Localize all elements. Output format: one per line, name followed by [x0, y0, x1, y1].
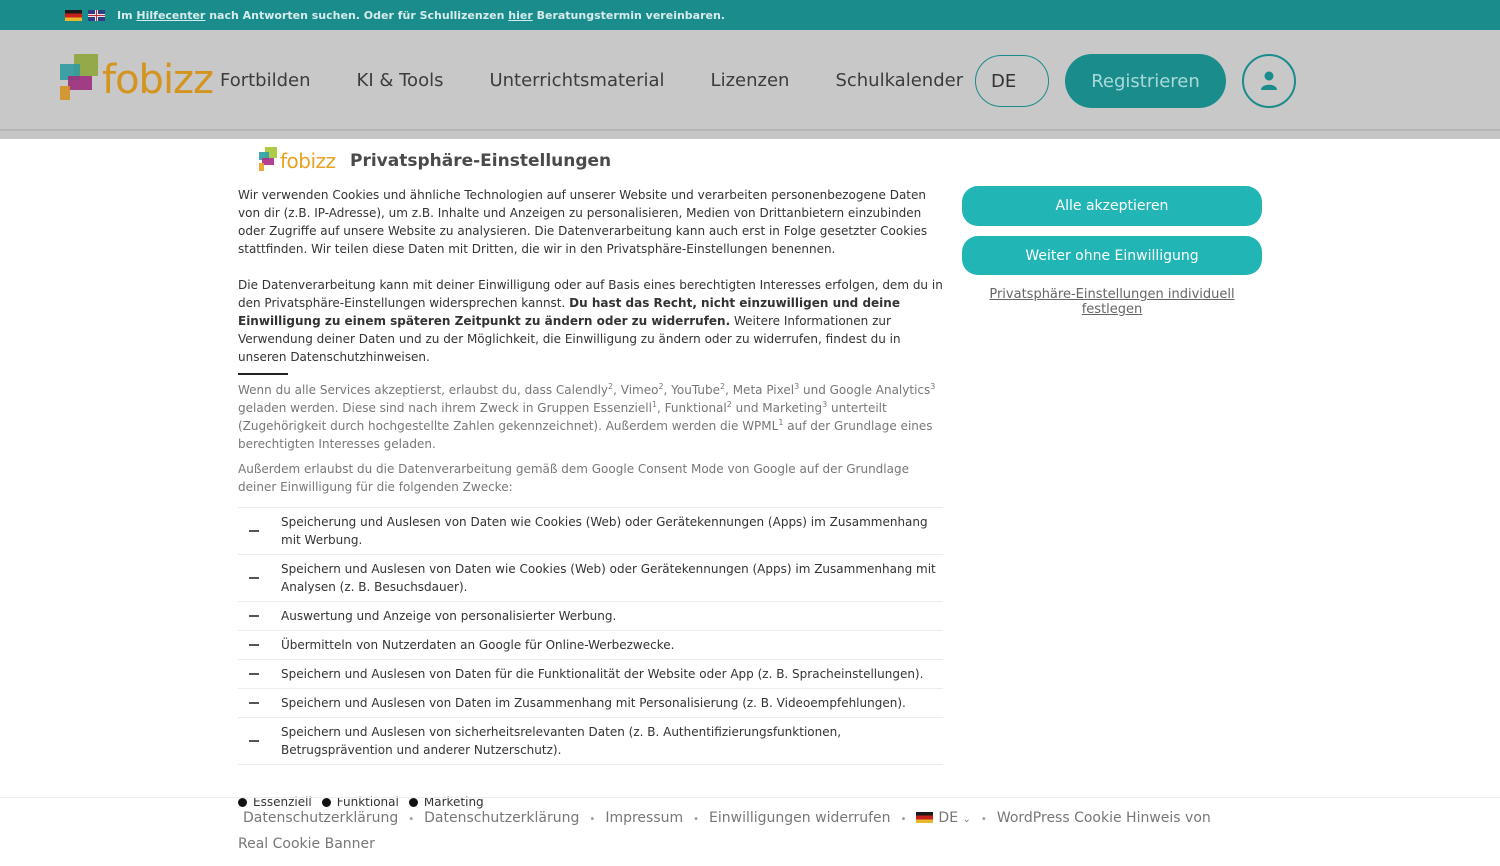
header-divider — [0, 131, 1500, 139]
consent-mode-text: Außerdem erlaubst du die Datenverarbeitung gemäß dem Google Consent Mode von Google auf der Grundlage deiner Einwilligung für die folgenden Zwecke: — [238, 462, 909, 494]
dialog-header — [258, 147, 611, 175]
footer-link-privacy[interactable]: Datenschutzerklärung — [243, 810, 399, 826]
dialog-title: Privatsphäre-Einstellungen — [350, 151, 612, 171]
services-text: Wenn du alle Services akzeptierst, erlaubst du, dass Calendly$^2$, Vimeo$^2$, YouTube$^2$, Meta Pixel$^3$ und Google Analytics$^3$ geladen werden. Diese sind nach ihrem Zweck in Gruppen Essenziell$^1$, Funktional$^2$ und Marketing$^3$ unterteilt (Zugehörigkeit durch hochgestellte Zahlen gekennzeichnet). Außerdem werden die WPML$^1$ auf der Grundlage eines berechtigten Interesses geladen. — [238, 382, 936, 451]
dash-icon — [249, 702, 259, 704]
purpose-list — [238, 507, 943, 765]
accept-all-button[interactable]: Alle akzeptieren — [962, 186, 1262, 226]
nav-lizenzen[interactable]: Lizenzen — [710, 70, 790, 91]
bullet-separator: • — [900, 814, 907, 825]
nav-ki-tools[interactable]: KI & Tools — [356, 70, 444, 91]
legal-text — [238, 276, 943, 366]
logo-square-orange — [60, 86, 70, 100]
dash-icon — [249, 644, 259, 646]
bullet-separator: • — [589, 814, 596, 825]
nav-unterrichtsmaterial[interactable]: Unterrichtsmaterial — [489, 70, 665, 91]
uk-flag-icon[interactable] — [88, 10, 105, 21]
legal-text-post: Weitere Informationen zur Verwendung deiner Daten und zu der Möglichkeit, die Einwilligung zu ändern oder zu widerrufen, findest du in unseren Datenschutzhinweisen. — [238, 314, 901, 364]
here-link[interactable]: hier — [508, 8, 533, 22]
german-flag-icon[interactable] — [65, 10, 82, 21]
chevron-down-icon: ⌄ — [962, 814, 971, 825]
helpcenter-link[interactable]: Hilfecenter — [136, 8, 206, 22]
info-message — [117, 9, 725, 22]
intro-text: Wir verwenden Cookies und ähnliche Technologien auf unserer Website und verarbeiten personenbezogene Daten von dir (z.B. IP-Adresse), um z.B. Inhalte und Anzeigen zu personalisieren, Medien von Drittanbietern einzubinden oder Zugriffe auf unsere Website zu analysieren. Die Datenverarbeitung kann auch erst in Folge gesetzter Cookies stattfinden. Wir teilen diese Daten mit Dritten, die wir in den Privatsphäre-Einstellungen benennen. — [238, 188, 928, 256]
group-marketing: Marketing — [409, 793, 484, 811]
register-button[interactable]: Registrieren — [1065, 54, 1226, 108]
dash-icon — [249, 577, 259, 579]
german-flag-icon — [916, 812, 933, 823]
purpose-item: Speichern und Auslesen von sicherheitsrelevanten Daten (z. B. Authentifizierungsfunktionen, Betrugsprävention und anderer Nutzerschutz). — [238, 718, 943, 765]
footer-credit-link[interactable]: WordPress Cookie Hinweis von Real Cookie Banner — [238, 810, 1211, 852]
dialog-body — [238, 186, 943, 811]
user-icon — [1258, 70, 1280, 92]
logo-wordmark: fobizz — [280, 149, 336, 173]
dialog-logo — [258, 147, 336, 175]
footer-link-imprint[interactable]: Impressum — [605, 810, 684, 826]
group-essenziell: Essenziell — [238, 793, 312, 811]
logo-square-orange — [259, 163, 264, 171]
site-header — [0, 30, 1500, 131]
nav-schulkalender[interactable]: Schulkalender — [835, 70, 964, 91]
logo-square-purple — [68, 76, 92, 90]
footer-link-privacy-2[interactable]: Datenschutzerklärung — [424, 810, 580, 826]
dash-icon — [249, 740, 259, 742]
consent-actions — [962, 186, 1262, 317]
bullet-separator: • — [408, 814, 415, 825]
purpose-item: Speichern und Auslesen von Daten im Zusammenhang mit Personalisierung (z. B. Videoempfehlungen). — [238, 689, 943, 718]
purpose-item: Speicherung und Auslesen von Daten wie Cookies (Web) oder Gerätekennungen (Apps) im Zusammenhang mit Werbung. — [238, 508, 943, 555]
purpose-item: Speichern und Auslesen von Daten für die Funktionalität der Website oder App (z. B. Spracheinstellungen). — [238, 660, 943, 689]
info-text: Im — [117, 8, 133, 22]
services-section — [238, 381, 943, 496]
group-funktional: Funktional — [322, 793, 399, 811]
section-divider — [238, 373, 288, 375]
dialog-footer — [0, 797, 1500, 857]
user-account-button[interactable] — [1242, 54, 1296, 108]
purpose-item: Übermitteln von Nutzerdaten an Google für Online-Werbezwecke. — [238, 631, 943, 660]
legal-text-pre: Die Datenverarbeitung kann mit deiner Einwilligung oder auf Basis eines berechtigten Interesses erfolgen, dem du in den Privatsphäre-Einstellungen widersprechen kannst. — [238, 278, 943, 310]
bullet-separator: • — [980, 814, 987, 825]
info-bar — [0, 0, 1500, 30]
legal-text-bold: Du hast das Recht, nicht einzuwilligen und deine Einwilligung zu einem späteren Zeitpunkt zu ändern oder zu widerrufen. — [238, 296, 900, 328]
info-text: Beratungstermin vereinbaren. — [536, 8, 725, 22]
dash-icon — [249, 530, 259, 532]
purpose-item: Speichern und Auslesen von Daten wie Cookies (Web) oder Gerätekennungen (Apps) im Zusammenhang mit Analysen (z. B. Besuchsdauer). — [238, 555, 943, 602]
cookie-consent-dialog — [0, 139, 1500, 866]
continue-without-consent-button[interactable]: Weiter ohne Einwilligung — [962, 236, 1262, 275]
footer-link-revoke-consent[interactable]: Einwilligungen widerrufen — [709, 810, 891, 826]
bullet-separator: • — [693, 814, 700, 825]
dash-icon — [249, 615, 259, 617]
purpose-item: Auswertung und Anzeige von personalisierter Werbung. — [238, 602, 943, 631]
nav-fortbilden[interactable]: Fortbilden — [220, 70, 311, 91]
footer-language-select[interactable]: DE ⌄ — [916, 810, 970, 826]
dash-icon — [249, 673, 259, 675]
logo-wordmark: fobizz — [102, 57, 214, 103]
language-selector[interactable]: DE — [975, 55, 1049, 107]
customize-settings-link[interactable]: Privatsphäre-Einstellungen individuell festlegen — [989, 287, 1235, 317]
fobizz-logo[interactable] — [60, 54, 214, 108]
main-nav — [220, 30, 1009, 131]
info-text: nach Antworten suchen. Oder für Schullizenzen — [209, 8, 505, 22]
